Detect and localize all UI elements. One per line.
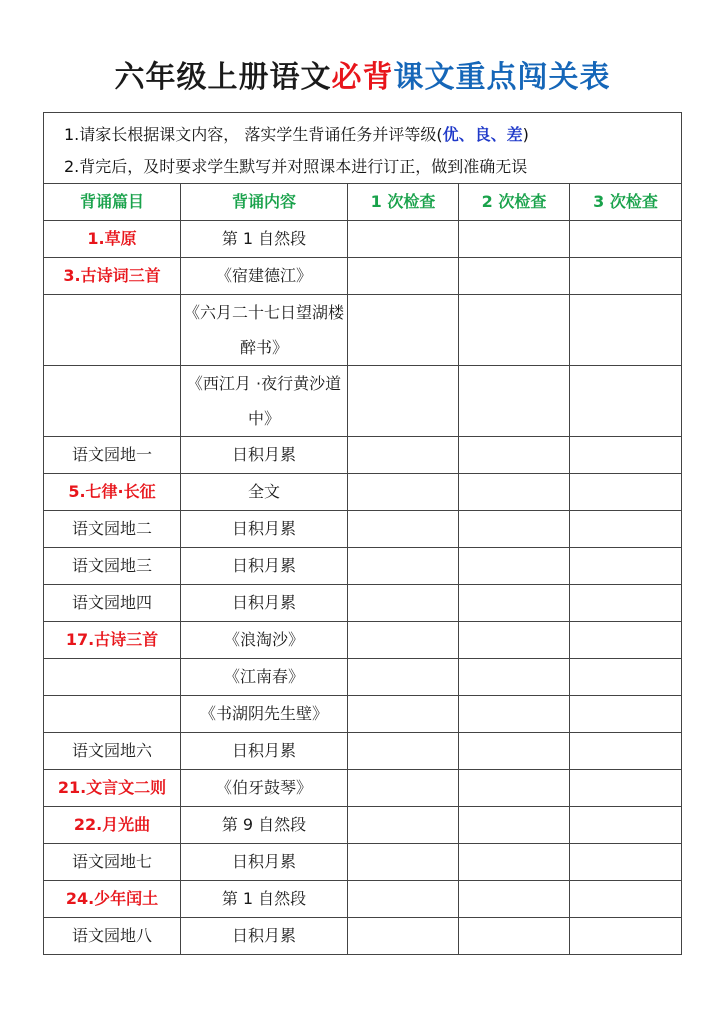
recite-content-cell: 第 1 自然段 (181, 881, 348, 918)
check-3-cell[interactable] (570, 918, 682, 955)
recite-content-cell: 第 9 自然段 (181, 807, 348, 844)
lesson-title-cell: 24.少年闰土 (44, 881, 181, 918)
grade-levels: 优、良、差 (442, 125, 523, 144)
table-row (44, 474, 682, 511)
check-2-cell[interactable] (459, 770, 570, 807)
check-1-cell[interactable] (348, 295, 459, 366)
check-1-cell[interactable] (348, 844, 459, 881)
lesson-title-cell: 1.草原 (44, 221, 181, 258)
check-3-cell[interactable] (570, 807, 682, 844)
table-row (44, 659, 682, 696)
lesson-title-cell: 17.古诗三首 (44, 622, 181, 659)
recite-content-cell: 日积月累 (181, 918, 348, 955)
header-content: 背诵内容 (181, 184, 348, 221)
recite-content-cell: 《六月二十七日望湖楼醉书》 (181, 295, 348, 366)
recite-content-cell: 日积月累 (181, 844, 348, 881)
recite-content-cell: 日积月累 (181, 437, 348, 474)
check-2-cell[interactable] (459, 807, 570, 844)
check-1-cell[interactable] (348, 474, 459, 511)
recite-content-cell: 第 1 自然段 (181, 221, 348, 258)
check-1-cell[interactable] (348, 437, 459, 474)
check-2-cell[interactable] (459, 295, 570, 366)
title-part-3: 课文重点闯关表 (393, 60, 611, 95)
check-2-cell[interactable] (459, 437, 570, 474)
lesson-title-cell: 3.古诗词三首 (44, 258, 181, 295)
check-1-cell[interactable] (348, 807, 459, 844)
check-3-cell[interactable] (570, 548, 682, 585)
table-row (44, 696, 682, 733)
recite-content-cell: 《浪淘沙》 (181, 622, 348, 659)
title-part-1: 六年级上册语文 (114, 60, 332, 95)
instruction-line-1: 1.请家长根据课文内容， 落实学生背诵任务并评等级(优、良、差) (64, 125, 529, 144)
table-row (44, 844, 682, 881)
lesson-title-cell: 5.七律·长征 (44, 474, 181, 511)
check-1-cell[interactable] (348, 622, 459, 659)
header-row (44, 184, 682, 221)
check-1-cell[interactable] (348, 659, 459, 696)
check-1-cell[interactable] (348, 770, 459, 807)
table-row (44, 881, 682, 918)
check-2-cell[interactable] (459, 258, 570, 295)
check-1-cell[interactable] (348, 221, 459, 258)
check-3-cell[interactable] (570, 221, 682, 258)
lesson-title-cell: 语文园地八 (44, 918, 181, 955)
lesson-title-cell: 22.月光曲 (44, 807, 181, 844)
check-2-cell[interactable] (459, 696, 570, 733)
table-row (44, 622, 682, 659)
check-2-cell[interactable] (459, 511, 570, 548)
header-title: 背诵篇目 (44, 184, 181, 221)
check-2-cell[interactable] (459, 659, 570, 696)
check-1-cell[interactable] (348, 548, 459, 585)
table-row (44, 366, 682, 437)
recite-content-cell: 《宿建德江》 (181, 258, 348, 295)
header-check-1: 1 次检查 (348, 184, 459, 221)
check-3-cell[interactable] (570, 659, 682, 696)
lesson-title-cell: 语文园地三 (44, 548, 181, 585)
table-row (44, 258, 682, 295)
title-part-2: 必背 (331, 60, 394, 95)
check-1-cell[interactable] (348, 733, 459, 770)
lesson-title-cell: 21.文言文二则 (44, 770, 181, 807)
header-check-2: 2 次检查 (459, 184, 570, 221)
lesson-title-cell (44, 659, 181, 696)
recite-content-cell: 《书湖阴先生壁》 (181, 696, 348, 733)
table-row (44, 733, 682, 770)
check-3-cell[interactable] (570, 733, 682, 770)
lesson-title-cell (44, 696, 181, 733)
page-title (0, 58, 725, 98)
recite-content-cell: 《伯牙鼓琴》 (181, 770, 348, 807)
check-1-cell[interactable] (348, 918, 459, 955)
recite-content-cell: 日积月累 (181, 548, 348, 585)
lesson-title-cell: 语文园地六 (44, 733, 181, 770)
table-row (44, 807, 682, 844)
check-2-cell[interactable] (459, 622, 570, 659)
check-1-cell[interactable] (348, 585, 459, 622)
checklist-table (43, 112, 682, 955)
check-1-cell[interactable] (348, 511, 459, 548)
recite-content-cell: 日积月累 (181, 585, 348, 622)
check-2-cell[interactable] (459, 918, 570, 955)
recite-content-cell: 日积月累 (181, 733, 348, 770)
table-row (44, 437, 682, 474)
lesson-title-cell: 语文园地二 (44, 511, 181, 548)
check-3-cell[interactable] (570, 622, 682, 659)
lesson-title-cell: 语文园地四 (44, 585, 181, 622)
check-3-cell[interactable] (570, 474, 682, 511)
check-3-cell[interactable] (570, 696, 682, 733)
check-2-cell[interactable] (459, 548, 570, 585)
check-2-cell[interactable] (459, 881, 570, 918)
check-3-cell[interactable] (570, 844, 682, 881)
recite-content-cell: 日积月累 (181, 511, 348, 548)
check-3-cell[interactable] (570, 295, 682, 366)
table-row (44, 295, 682, 366)
recite-content-cell: 《西江月 ·夜行黄沙道中》 (181, 366, 348, 437)
check-2-cell[interactable] (459, 844, 570, 881)
check-1-cell[interactable] (348, 366, 459, 437)
instruction-line-2: 2.背完后，及时要求学生默写并对照课本进行订正，做到准确无误 (64, 157, 528, 176)
check-3-cell[interactable] (570, 881, 682, 918)
recite-content-cell: 《江南春》 (181, 659, 348, 696)
check-3-cell[interactable] (570, 770, 682, 807)
check-1-cell[interactable] (348, 258, 459, 295)
instructions (44, 113, 682, 184)
check-2-cell[interactable] (459, 585, 570, 622)
lesson-title-cell (44, 295, 181, 366)
lesson-title-cell: 语文园地一 (44, 437, 181, 474)
check-2-cell[interactable] (459, 221, 570, 258)
check-2-cell[interactable] (459, 366, 570, 437)
table-row (44, 918, 682, 955)
check-3-cell[interactable] (570, 511, 682, 548)
check-3-cell[interactable] (570, 366, 682, 437)
table-row (44, 585, 682, 622)
check-3-cell[interactable] (570, 437, 682, 474)
check-3-cell[interactable] (570, 585, 682, 622)
header-check-3: 3 次检查 (570, 184, 682, 221)
check-3-cell[interactable] (570, 258, 682, 295)
check-2-cell[interactable] (459, 474, 570, 511)
table-row (44, 221, 682, 258)
table-row (44, 770, 682, 807)
recite-content-cell: 全文 (181, 474, 348, 511)
check-2-cell[interactable] (459, 733, 570, 770)
check-1-cell[interactable] (348, 881, 459, 918)
table-row (44, 511, 682, 548)
lesson-title-cell: 语文园地七 (44, 844, 181, 881)
check-1-cell[interactable] (348, 696, 459, 733)
table-row (44, 548, 682, 585)
lesson-title-cell (44, 366, 181, 437)
